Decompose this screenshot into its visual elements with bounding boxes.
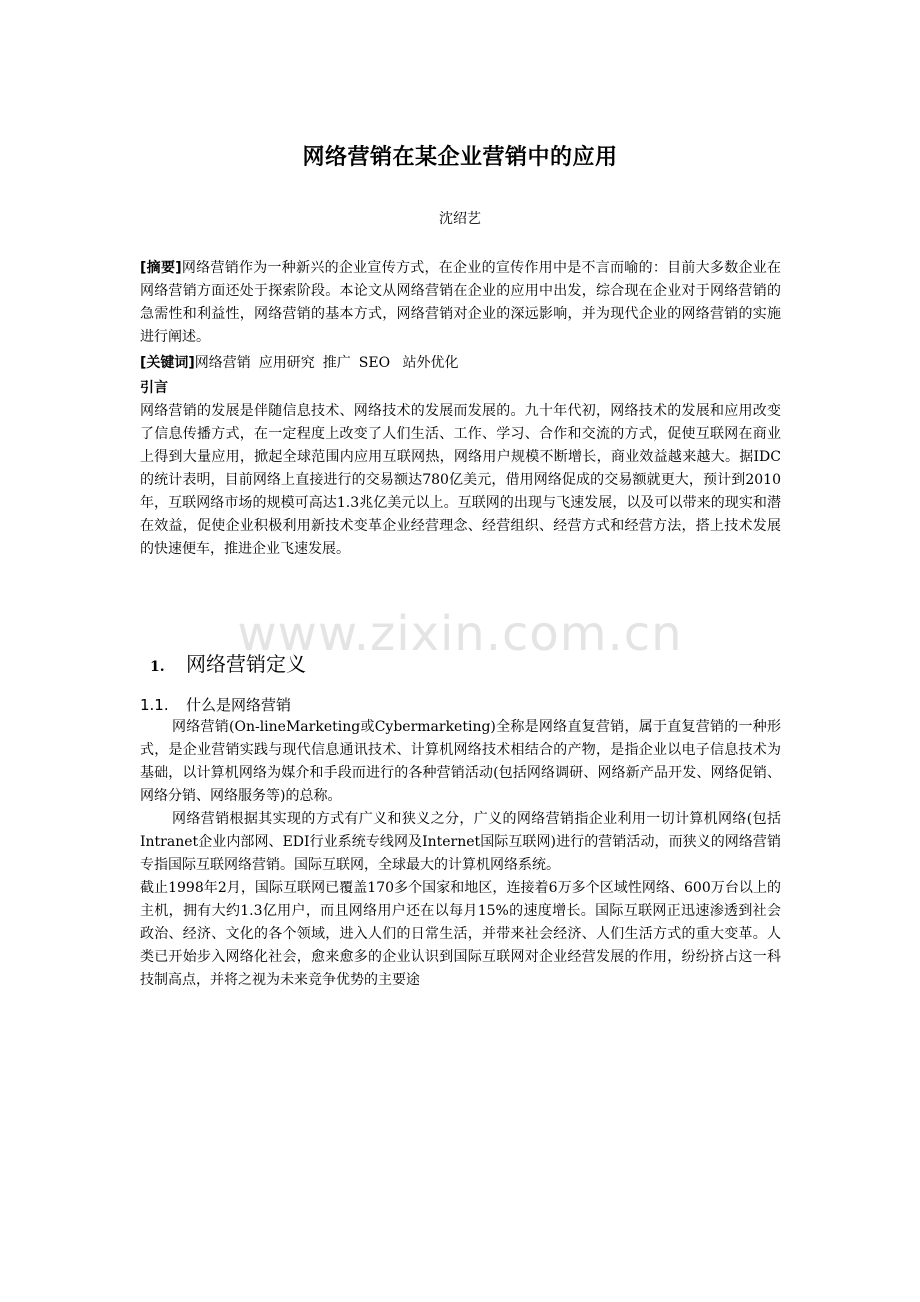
body-paragraph: 网络营销(On-lineMarketing或Cybermarketing)全称是网络直复营销，属于直复营销的一种形式，是企业营销实践与现代信息通讯技术、计算机网络技术相结合的产物，是指企业以电子信息技术为基础，以计算机网络为媒介和手段而进行的各种营销活动(包括网络调研、网络新产品开发、网络促销、网络分销、网络服务等)的总称。 — [140, 719, 781, 804]
section-title: 网络营销定义 — [186, 652, 306, 676]
body-paragraph: 网络营销根据其实现的方式有广义和狭义之分，广义的网络营销指企业利用一切计算机网络(包括Intranet企业内部网、EDI行业系统专线网及Internet国际互联网)进行的营销活动，而狭义的网络营销专指国际互联网络营销。国际互联网，全球最大的计算机网络系统。 — [140, 811, 781, 873]
subsection-number: 1.1. — [140, 696, 169, 714]
keyword-item: 网络营销 — [194, 355, 251, 371]
keyword-item: SEO — [358, 355, 391, 371]
keywords-label: [关键词] — [140, 355, 195, 371]
subsection-body — [140, 716, 781, 992]
section-heading — [150, 648, 306, 677]
keywords-line — [140, 352, 781, 375]
abstract-text: 网络营销作为一种新兴的企业宣传方式，在企业的宣传作用中是不言而喻的：目前大多数企业在网络营销方面还处于探索阶段。本论文从网络营销在企业的应用中出发，综合现在企业对于网络营销的急需性和利益性，网络营销的基本方式，网络营销对企业的深远影响，并为现代企业的网络营销的实施进行阐述。 — [140, 260, 782, 345]
intro-paragraph: 网络营销的发展是伴随信息技术、网络技术的发展而发展的。九十年代初，网络技术的发展和应用改变了信息传播方式，在一定程度上改变了人们生活、工作、学习、合作和交流的方式，促使互联网在商业上得到大量应用，掀起全球范围内应用互联网热，网络用户规模不断增长，商业效益越来越大。据IDC的统计表明，目前网络上直接进行的交易额达780亿美元，借用网络促成的交易额就更大，预计到2010年，互联网络市场的规模可高达1.3兆亿美元以上。互联网的出现与飞速发展，以及可以带来的现实和潜在效益，促使企业积极利用新技术变革企业经营理念、经营组织、经营方式和经营方法，搭上技术发展的快速便车，推进企业飞速发展。 — [140, 403, 781, 557]
abstract-paragraph — [140, 257, 781, 349]
abstract-label: [摘要] — [140, 260, 182, 276]
intro-heading: 引言 — [140, 380, 168, 396]
author-name: 沈绍艺 — [439, 211, 481, 227]
section-number: 1. — [150, 659, 165, 675]
keyword-item: 站外优化 — [398, 355, 459, 371]
keyword-item: 应用研究 — [258, 355, 315, 371]
subsection-title: 什么是网络营销 — [186, 696, 292, 714]
body-paragraph: 截止1998年2月，国际互联网已覆盖170多个国家和地区，连接着6万多个区域性网络、600万台以上的主机，拥有大约1.3亿用户，而且网络用户还在以每月15%的速度增长。国际互联网正迅速渗透到社会政治、经济、文化的各个领域，进入人们的日常生活，并带来社会经济、人们生活方式的重大变革。人类已开始步入网络化社会，愈来愈多的企业认识到国际互联网对企业经营发展的作用，纷纷挤占这一科技制高点，并将之视为未来竞争优势的主要途 — [140, 880, 781, 988]
subsection-heading — [140, 694, 291, 715]
watermark: www.zixin.com.cn — [237, 606, 683, 662]
document-title: 网络营销在某企业营销中的应用 — [302, 145, 618, 170]
keyword-item: 推广 — [322, 355, 351, 371]
